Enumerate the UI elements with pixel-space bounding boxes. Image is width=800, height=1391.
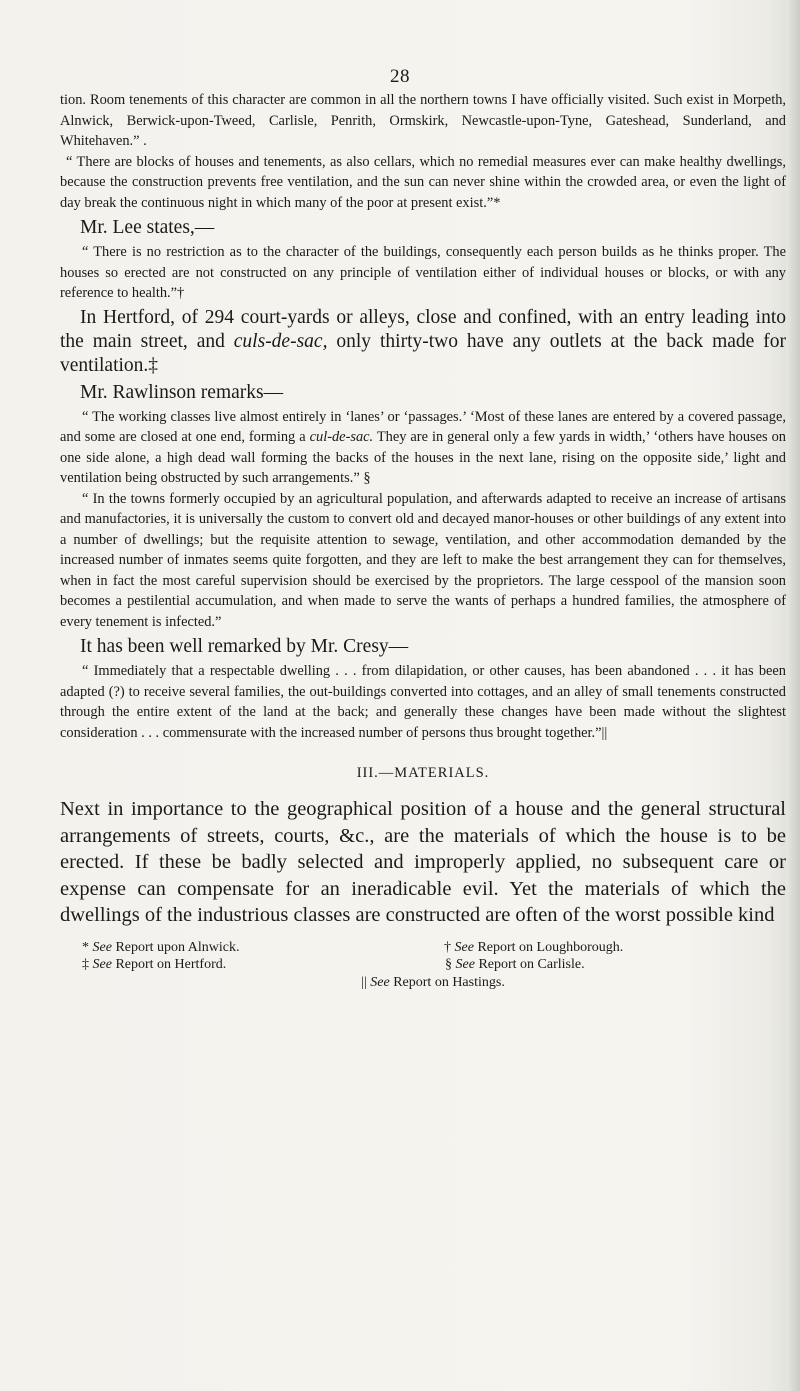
quote-cresy: “ Immediately that a respectable dwelling . . . from dilapidation, or other causes, has been abandoned . . . it has been adapted (?) to receive several families, the out-buildings converted into cottages, and an alley of small tenements constructed through the entire extent of the land at the back; and generally these changes have been made without the slightest consideration . . . commensurate with the increased number of persons thus brought together.”|| [60,663,786,741]
footnote-1 [60,939,424,957]
footnote-see: See [454,939,474,955]
lead-mr-cresy: It has been well remarked by Mr. Cresy— [80,636,409,657]
footnote-text: Report on Hertford. [111,957,227,973]
lead-mr-lee: Mr. Lee states,— [80,217,215,238]
paragraph-continuation: tion. Room tenements of this character are common in all the northern towns I have officially visited. Such exist in Morpeth, Alnwick, Berwick-upon-Tweed, Carlisle, Penrith, Ormskirk, Newcastle-upon-Tyne, Gateshead, Sunderland, and Whitehaven.” . [60,92,786,149]
footnote-text: Report on Hastings. [389,974,505,990]
footnotes [60,939,786,992]
footnote-mark: || [361,974,367,990]
quote-blocks-of-houses: “ There are blocks of houses and tenements, as also cellars, which no remedial measures ever can make healthy dwellings, because the construction prevents free ventilation, and the sun can never shine within the crowded area, or even the light of day break the continuous night in which many of the poor at present exist.”* [60,153,786,211]
footnote-see: See [92,939,112,955]
rawlinson-term: cul-de-sac. [309,429,374,445]
footnote-mark: ‡ [82,957,89,973]
quote-rawlinson-towns: “ In the towns formerly occupied by an agricultural population, and afterwards adapted to receive an increase of artisans and manufactories, it is universally the custom to convert old and decayed manor-houses or other buildings of any extent into a number of dwellings; but the requisite attention to sewage, ventilation, and other accommodation demanded by the increased number of inmates seems quite forgotten, and they are left to make the best arrangement they can for themselves, when in fact the most careful supervision should be exercised by the proprietors. The large cesspool of the mansion soon becomes a pestilential accumulation, and when made to serve the wants of perhaps a hundred families, the atmosphere of every tenement is infected.” [60,490,786,630]
footnote-5 [60,974,786,992]
footnote-2 [424,939,786,957]
rawlinson-text-b: They are in general only a few yards in width,’ ‘others have houses on one side alone, a high dead wall forming the backs of the houses in the next lane, rising on the opposite side,’ light and ventilation being obstructed by such arrangements.” § [60,429,786,486]
footnote-3 [60,956,423,974]
lead-mr-rawlinson: Mr. Rawlinson remarks— [80,381,284,403]
footnote-see: See [370,974,390,990]
section-heading: III.—MATERIALS. [356,765,490,781]
footnote-mark: † [444,939,451,955]
page-number: 28 [390,66,410,87]
quote-rawlinson-lanes [60,407,786,489]
footnote-mark: * [82,939,89,955]
footnote-mark: § [445,957,452,973]
hertford-term: culs-de-sac, [233,330,328,352]
paragraph-materials: Next in importance to the geographical position of a house and the general structural arrangements of streets, courts, &c., are the materials of which the house is to be erected. If these be badly selected and improperly applied, no subsequent care or expense can compensate for an ineradicable evil. Yet the materials of which the dwellings of the industrious classes are constructed are often of the worst possible kind [60,798,786,927]
footnote-4 [423,956,786,974]
quote-lee: “ There is no restriction as to the character of the buildings, consequently each person builds as he thinks proper. The houses so erected are not constructed on any principle of ventilation either of individual houses or blocks, or with any reference to health.”† [60,244,786,301]
footnote-row-2 [60,956,786,974]
page-content [60,90,786,991]
footnote-see: See [455,957,475,973]
hertford-text-a: In Hertford, of 294 court-yards or alleys, close and confined, with an entry leading into the main street, and [60,306,786,352]
footnote-text: Report upon Alnwick. [111,939,240,955]
page-edge [786,0,800,1391]
footnote-see: See [92,957,112,973]
hertford-text-b: only thirty-two have any outlets at the back made for ventilation.‡ [60,330,787,376]
footnote-text: Report on Loughborough. [473,939,624,955]
footnote-row-1 [60,939,786,957]
rawlinson-text-a: “ The working classes live almost entirely in ‘lanes’ or ‘passages.’ ‘Most of these lanes are entered by a covered passage, and some are closed at one end, forming a [60,408,786,445]
paragraph-hertford [60,306,786,378]
footnote-text: Report on Carlisle. [474,957,585,973]
